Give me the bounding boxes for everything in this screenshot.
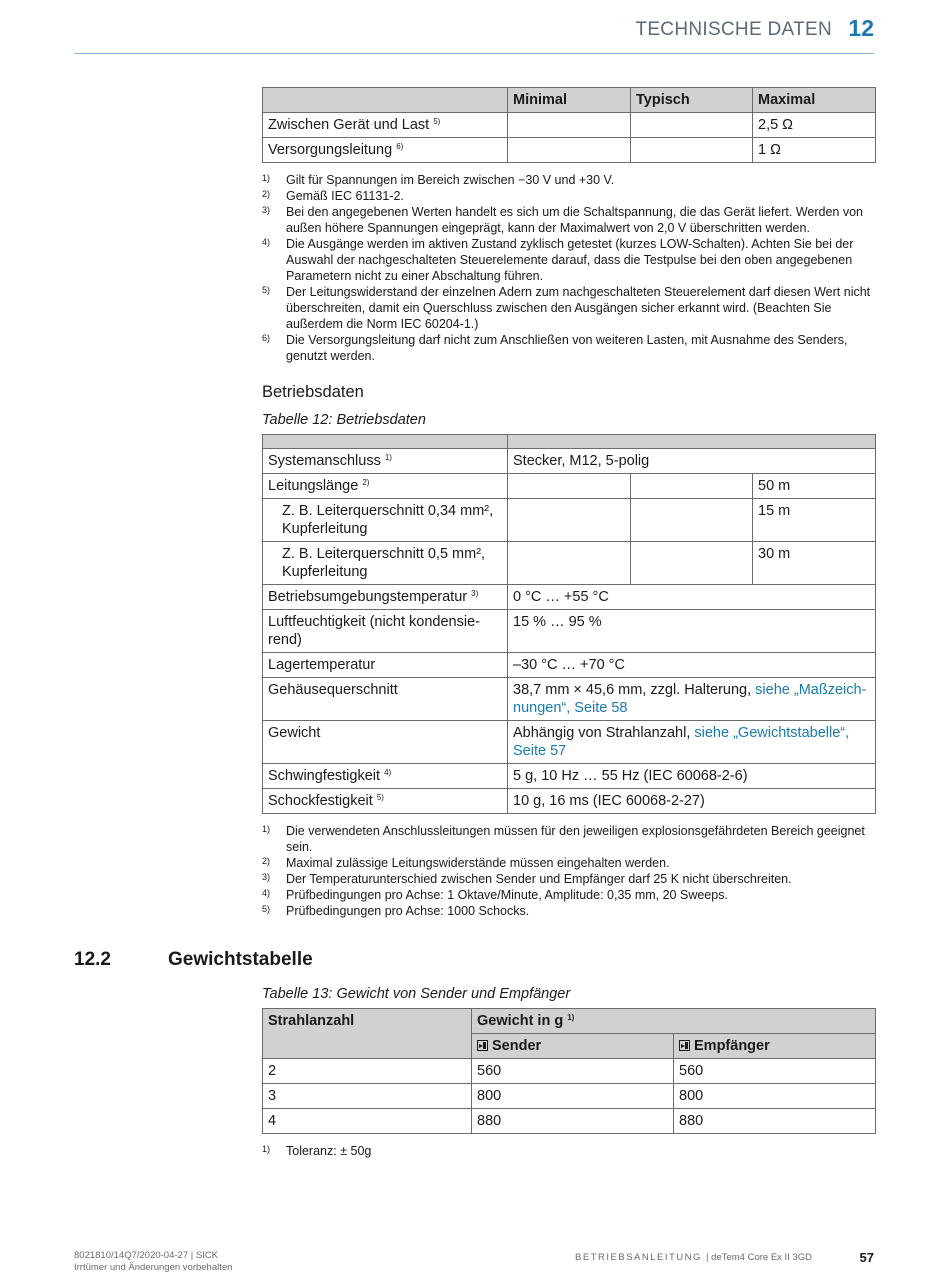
table-row bbox=[263, 474, 876, 499]
table-row bbox=[263, 678, 876, 721]
table-row bbox=[263, 1059, 876, 1084]
column-header-typisch: Typisch bbox=[631, 88, 753, 113]
row-value: 5 g, 10 Hz … 55 Hz (IEC 60068-2-6) bbox=[508, 764, 876, 789]
betriebsdaten-table bbox=[262, 434, 876, 814]
row-value: 30 m bbox=[753, 542, 876, 585]
table-header-row bbox=[263, 1009, 876, 1034]
cell-strahlanzahl: 3 bbox=[263, 1084, 472, 1109]
footnote: 1) Die verwendeten Anschlussleitungen müssen für den jeweiligen explosionsgefährdeten Bereich geeignet sein. bbox=[262, 824, 865, 854]
footnote: 1) Gilt für Spannungen im Bereich zwischen −30 V und +30 V. bbox=[262, 173, 615, 187]
gewichtstabelle-section bbox=[262, 986, 875, 1159]
cell-sender: 880 bbox=[472, 1109, 674, 1134]
electrical-data-section bbox=[262, 87, 875, 364]
column-header-strahlanzahl: Strahlanzahl bbox=[263, 1009, 472, 1059]
table-row bbox=[263, 1084, 876, 1109]
row-value: 38,7 mm × 45,6 mm, zzgl. Halterung, siehe „Maßzeichnungen“, Seite 58 bbox=[508, 678, 876, 721]
footnotes-betriebsdaten bbox=[262, 823, 875, 919]
cell-sender: 560 bbox=[472, 1059, 674, 1084]
cell-empfaenger: 800 bbox=[674, 1084, 876, 1109]
cell-empfaenger: 880 bbox=[674, 1109, 876, 1134]
disclaimer: Irrtümer und Änderungen vorbehalten bbox=[74, 1262, 233, 1273]
resistance-table bbox=[262, 87, 876, 163]
footnotes-top bbox=[262, 172, 875, 364]
section-title: Gewichtstabelle bbox=[168, 949, 313, 970]
row-label: Schwingfestigkeit $^{4)}$ bbox=[263, 764, 508, 789]
table-row bbox=[263, 113, 876, 138]
row-value: 0 °C … +55 °C bbox=[508, 585, 876, 610]
row-value: Stecker, M12, 5-polig bbox=[508, 449, 876, 474]
betriebsdaten-section bbox=[262, 383, 875, 919]
section-number: 12.2 bbox=[74, 949, 111, 970]
header-divider bbox=[74, 53, 874, 54]
column-header-sender: Sender bbox=[472, 1034, 674, 1059]
cell-typ bbox=[631, 138, 753, 163]
footer-manual bbox=[575, 1252, 812, 1263]
column-header-gewicht: Gewicht in g $^{1)}$ bbox=[472, 1009, 876, 1034]
table-row bbox=[263, 542, 876, 585]
sender-icon bbox=[477, 1040, 488, 1051]
table-row bbox=[263, 789, 876, 814]
cell-strahlanzahl: 2 bbox=[263, 1059, 472, 1084]
subsection-heading: Betriebsdaten bbox=[262, 383, 364, 401]
cell-min bbox=[508, 113, 631, 138]
cell-max: 1 Ω bbox=[753, 138, 876, 163]
footer-doc-info bbox=[74, 1250, 232, 1274]
row-label: Z. B. Leiterquerschnitt 0,34 mm², Kupferleitung bbox=[263, 499, 508, 542]
chapter-number: 12 bbox=[848, 15, 874, 41]
table-row bbox=[263, 610, 876, 653]
row-label: Luftfeuchtigkeit (nicht kondensierend) bbox=[263, 610, 508, 653]
footnote: 2) Gemäß IEC 61131-2. bbox=[262, 189, 404, 203]
table-row bbox=[263, 449, 876, 474]
footnotes-gewicht bbox=[262, 1143, 875, 1159]
cell-typ bbox=[631, 113, 753, 138]
row-label: Gewicht bbox=[263, 721, 508, 764]
table-row bbox=[263, 499, 876, 542]
footnote: 4) Die Ausgänge werden im aktiven Zustand zyklisch getestet (kurzes LOW-Schalten). Achten Sie bei der Auswahl der nachgeschalteten Steuerelemente darauf, dass die Testpulse bei den oben angegebenen Parametern nicht zu einer Abschaltung führen. bbox=[262, 237, 854, 283]
column-header-maximal: Maximal bbox=[753, 88, 876, 113]
row-value: Abhängig von Strahlanzahl, siehe „Gewichtstabelle“, Seite 57 bbox=[508, 721, 876, 764]
row-value: –30 °C … +70 °C bbox=[508, 653, 876, 678]
table-row bbox=[263, 585, 876, 610]
table-header-row bbox=[263, 88, 876, 113]
row-label: Schockfestigkeit $^{5)}$ bbox=[263, 789, 508, 814]
doc-id: 8021810/14Q7/2020-04-27 | SICK bbox=[74, 1250, 219, 1261]
cell-strahlanzahl: 4 bbox=[263, 1109, 472, 1134]
cell-sender: 800 bbox=[472, 1084, 674, 1109]
cell-max: 2,5 Ω bbox=[753, 113, 876, 138]
row-label: Zwischen Gerät und Last $^{5)}$ bbox=[263, 113, 508, 138]
product-name: | deTem4 Core Ex II 3GD bbox=[706, 1252, 812, 1263]
footnote: 3) Bei den angegebenen Werten handelt es sich um die Schaltspannung, die das Gerät liefert. Werden von außen höhere Spannungen eingeprägt, kann der Maximalwert von 2,0 V überschritten werden. bbox=[262, 205, 863, 235]
row-label: Systemanschluss $^{1)}$ bbox=[263, 449, 508, 474]
weight-table bbox=[262, 1008, 876, 1134]
row-value: 15 m bbox=[753, 499, 876, 542]
cross-reference-link[interactable]: siehe „Gewichtstabelle“, Seite 57 bbox=[513, 725, 850, 759]
footnote: 3) Der Temperaturunterschied zwischen Sender und Empfänger darf 25 K nicht überschreiten. bbox=[262, 872, 792, 886]
row-value: 10 g, 16 ms (IEC 60068-2-27) bbox=[508, 789, 876, 814]
table-caption: Tabelle 13: Gewicht von Sender und Empfänger bbox=[262, 986, 571, 1002]
row-value: 50 m bbox=[753, 474, 876, 499]
page-number: 57 bbox=[859, 1250, 874, 1265]
column-header-minimal: Minimal bbox=[508, 88, 631, 113]
table-row bbox=[263, 764, 876, 789]
table-row bbox=[263, 653, 876, 678]
row-label: Betriebsumgebungstemperatur $^{3)}$ bbox=[263, 585, 508, 610]
row-label: Gehäusequerschnitt bbox=[263, 678, 508, 721]
footnote: 5) Der Leitungswiderstand der einzelnen Adern zum nachgeschalteten Steuerelement darf diesen Wert nicht überschreiten, damit ein Querschluss zwischen den Ausgängen sicher erkannt wird. (Beachten Sie außerdem die Norm IEC 60204-1.) bbox=[262, 285, 871, 331]
column-header bbox=[263, 88, 508, 113]
cell-empfaenger: 560 bbox=[674, 1059, 876, 1084]
row-value: 15 % … 95 % bbox=[508, 610, 876, 653]
row-label: Leitungslänge $^{2)}$ bbox=[263, 474, 508, 499]
row-label: Versorgungsleitung $^{6)}$ bbox=[263, 138, 508, 163]
row-label: Lagertemperatur bbox=[263, 653, 508, 678]
footnote: 5) Prüfbedingungen pro Achse: 1000 Schocks. bbox=[262, 904, 530, 918]
receiver-icon bbox=[679, 1040, 690, 1051]
table-caption: Tabelle 12: Betriebsdaten bbox=[262, 412, 426, 428]
row-label: Z. B. Leiterquerschnitt 0,5 mm², Kupferleitung bbox=[263, 542, 508, 585]
column-header-empfaenger: Empfänger bbox=[674, 1034, 876, 1059]
cell-min bbox=[508, 138, 631, 163]
table-row bbox=[263, 138, 876, 163]
footnote: 2) Maximal zulässige Leitungswiderstände müssen eingehalten werden. bbox=[262, 856, 670, 870]
chapter-title: TECHNISCHE DATEN bbox=[635, 19, 832, 40]
manual-label: BETRIEBSANLEITUNG bbox=[575, 1252, 702, 1263]
footnote: 6) Die Versorgungsleitung darf nicht zum Anschließen von weiteren Lasten, mit Ausnahme des Senders, genutzt werden. bbox=[262, 333, 848, 363]
table-row bbox=[263, 1109, 876, 1134]
table-header-row bbox=[263, 435, 876, 449]
footnote: 1) Toleranz: ± 50g bbox=[262, 1144, 372, 1158]
footnote: 4) Prüfbedingungen pro Achse: 1 Oktave/Minute, Amplitude: 0,35 mm, 20 Sweeps. bbox=[262, 888, 728, 902]
cross-reference-link[interactable]: siehe „Maßzeichnungen“, Seite 58 bbox=[513, 682, 867, 716]
table-row bbox=[263, 721, 876, 764]
